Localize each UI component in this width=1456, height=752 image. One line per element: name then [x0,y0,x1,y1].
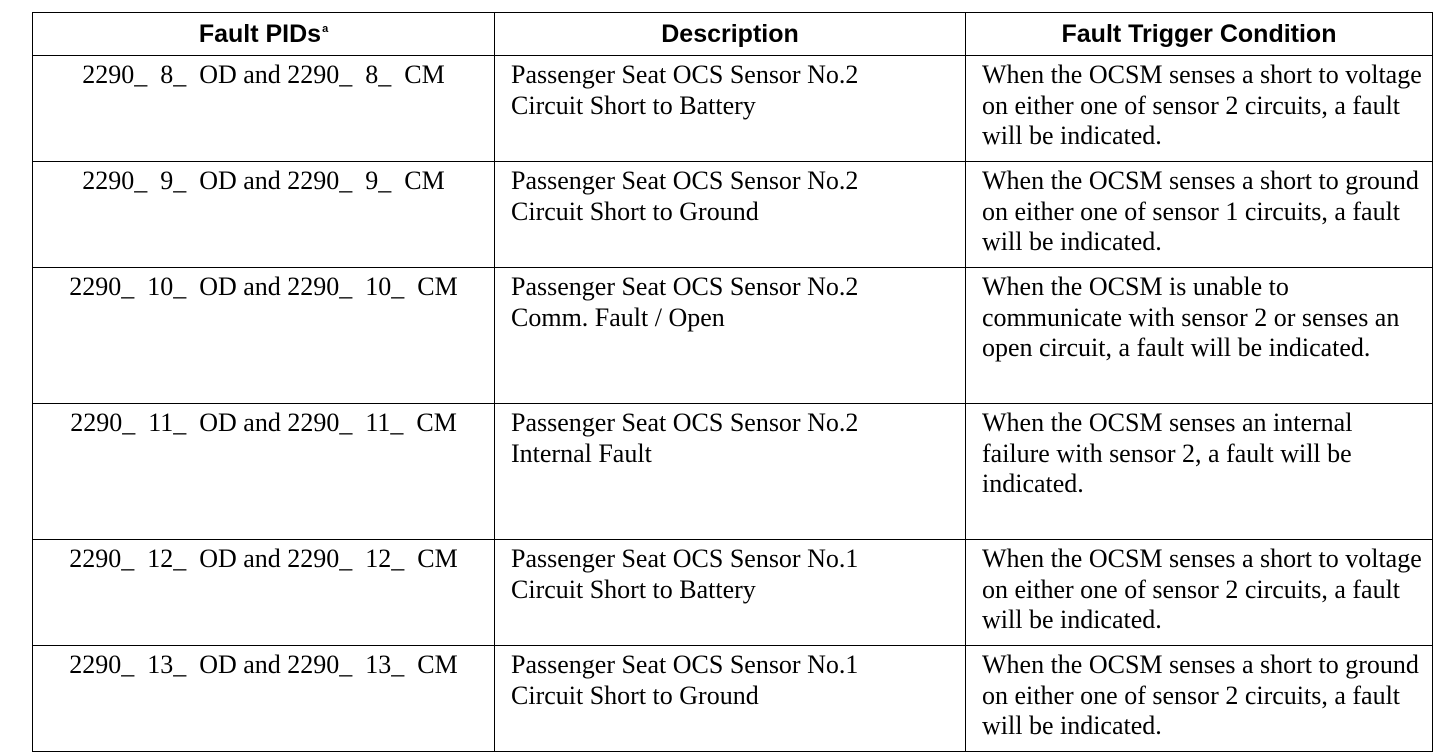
description-cell [495,540,966,646]
table-header [33,13,1433,56]
description-cell [495,162,966,268]
description-line: Internal Fault [511,438,652,468]
table-row [33,56,1433,162]
fault-pid-table [32,12,1433,752]
table-row [33,540,1433,646]
description-line: Passenger Seat OCS Sensor No.2 [511,408,859,437]
fault-pid-cell: 2290_ 9_ OD and 2290_ 9_ CM [33,162,495,268]
description-line: Circuit Short to Battery [511,574,756,604]
description-line: Circuit Short to Ground [511,196,759,226]
header-description: Description [495,13,966,56]
header-trigger-condition: Fault Trigger Condition [966,13,1433,56]
footnote-marker: a [322,23,329,36]
trigger-condition-cell: When the OCSM senses a short to voltage on either one of sensor 2 circuits, a fault will be indicated. [966,56,1433,162]
trigger-condition-cell: When the OCSM senses a short to voltage on either one of sensor 2 circuits, a fault will be indicated. [966,540,1433,646]
header-fault-pids-label: Fault PIDs [198,20,322,48]
fault-pid-cell: 2290_ 12_ OD and 2290_ 12_ CM [33,540,495,646]
description-line: Passenger Seat OCS Sensor No.1 [511,544,859,573]
fault-pid-cell: 2290_ 11_ OD and 2290_ 11_ CM [33,404,495,540]
description-cell [495,268,966,404]
description-line: Circuit Short to Ground [511,680,759,710]
table-row [33,268,1433,404]
description-line: Passenger Seat OCS Sensor No.2 [511,272,859,301]
fault-pid-cell: 2290_ 8_ OD and 2290_ 8_ CM [33,56,495,162]
header-row [33,13,1433,56]
table-row [33,404,1433,540]
fault-pid-cell: 2290_ 10_ OD and 2290_ 10_ CM [33,268,495,404]
trigger-condition-cell: When the OCSM senses an internal failure with sensor 2, a fault will be indicated. [966,404,1433,540]
fault-pid-cell: 2290_ 13_ OD and 2290_ 13_ CM [33,646,495,752]
description-cell [495,404,966,540]
table-row [33,162,1433,268]
trigger-condition-cell: When the OCSM senses a short to ground on either one of sensor 2 circuits, a fault will be indicated. [966,646,1433,752]
table-body [33,56,1433,752]
trigger-condition-cell: When the OCSM is unable to communicate with sensor 2 or senses an open circuit, a fault will be indicated. [966,268,1433,404]
description-line: Circuit Short to Battery [511,90,756,120]
description-line: Comm. Fault / Open [511,302,725,332]
description-cell [495,646,966,752]
description-line: Passenger Seat OCS Sensor No.1 [511,650,859,679]
trigger-condition-cell: When the OCSM senses a short to ground on either one of sensor 1 circuits, a fault will be indicated. [966,162,1433,268]
table-row [33,646,1433,752]
description-line: Passenger Seat OCS Sensor No.2 [511,166,859,195]
description-line: Passenger Seat OCS Sensor No.2 [511,60,859,89]
description-cell [495,56,966,162]
header-fault-pids [33,13,495,56]
